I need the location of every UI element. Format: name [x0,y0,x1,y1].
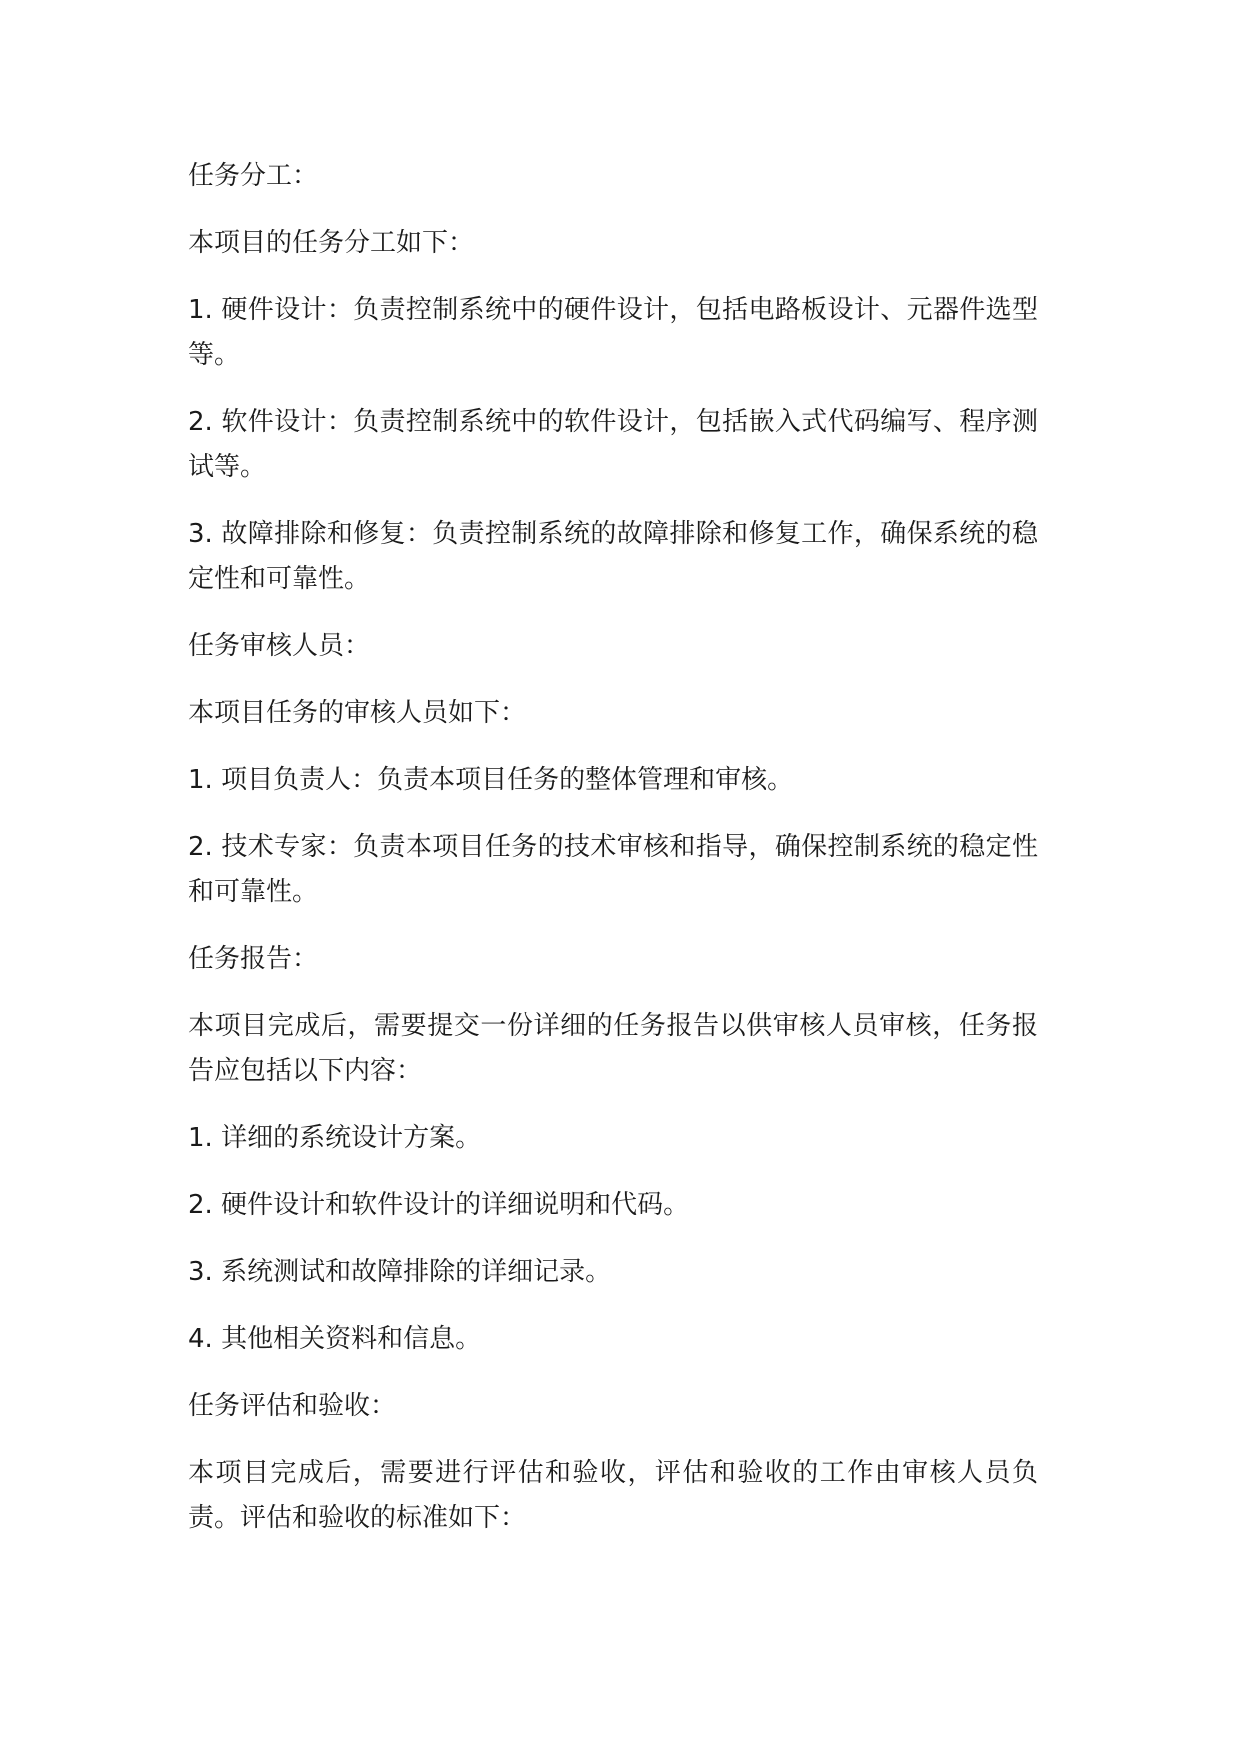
paragraph: 本项目的任务分工如下： [188,228,475,258]
paragraph: 本项目完成后，需要进行评估和验收，评估和验收的工作由审核人员负责。评估和验收的标准如下： [188,1458,1038,1533]
list-item: 2. 软件设计：负责控制系统中的软件设计，包括嵌入式代码编写、程序测试等。 [188,407,1038,482]
list-item: 1. 详细的系统设计方案。 [188,1123,482,1153]
list-item: 1. 硬件设计：负责控制系统中的硬件设计，包括电路板设计、元器件选型等。 [188,295,1038,370]
paragraph: 本项目任务的审核人员如下： [188,698,527,728]
document-body [188,154,1038,1563]
list-item: 4. 其他相关资料和信息。 [188,1324,482,1354]
section-heading-task-reviewers: 任务审核人员： [188,631,371,661]
section-heading-task-report: 任务报告： [188,944,319,974]
section-heading-evaluation-acceptance: 任务评估和验收： [188,1391,397,1421]
list-item: 3. 系统测试和故障排除的详细记录。 [188,1257,612,1287]
list-item: 2. 技术专家：负责本项目任务的技术审核和指导，确保控制系统的稳定性和可靠性。 [188,832,1038,907]
list-item: 3. 故障排除和修复：负责控制系统的故障排除和修复工作，确保系统的稳定性和可靠性。 [188,519,1038,594]
list-item: 2. 硬件设计和软件设计的详细说明和代码。 [188,1190,690,1220]
section-heading-task-division: 任务分工： [188,161,319,191]
paragraph: 本项目完成后，需要提交一份详细的任务报告以供审核人员审核，任务报告应包括以下内容： [188,1011,1038,1086]
list-item: 1. 项目负责人：负责本项目任务的整体管理和审核。 [188,765,794,795]
